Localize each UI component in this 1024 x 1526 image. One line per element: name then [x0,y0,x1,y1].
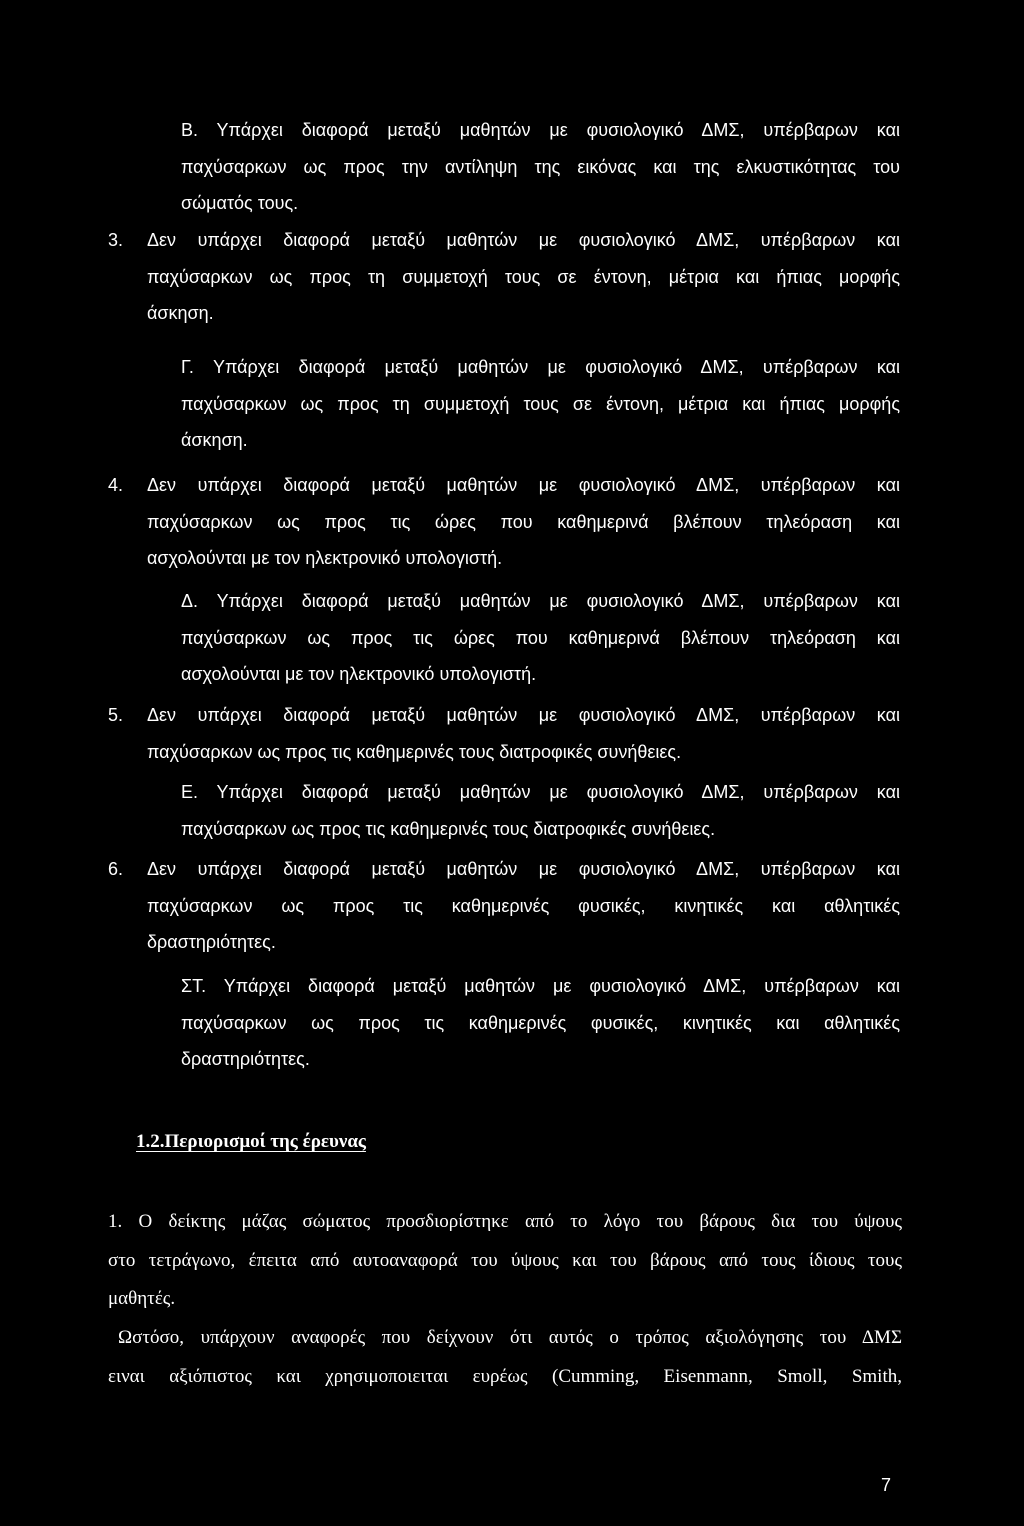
text-line: Ωστόσο, υπάρχουν αναφορές που δείχνουν ότι αυτός ο τρόπος αξιολόγησης του ΔΜΣ [118,1327,902,1348]
list-number: 5. [108,705,124,725]
text-line: Δεν υπάρχει διαφορά μεταξύ μαθητών με φυσιολογικό ΔΜΣ, υπέρβαρων και [147,705,900,725]
hypothesis-6 [147,851,900,961]
text-line: δραστηριότητες. [181,1049,310,1069]
hypothesis-4 [147,467,900,577]
text-line: Δεν υπάρχει διαφορά μεταξύ μαθητών με φυσιολογικό ΔΜΣ, υπέρβαρων και [147,859,900,879]
limitations-paragraph-2 [108,1319,902,1396]
section-heading: 1.2.Περιορισμοί της έρευνας [136,1131,366,1152]
text-line: Δεν υπάρχει διαφορά μεταξύ μαθητών με φυσιολογικό ΔΜΣ, υπέρβαρων και [147,230,900,250]
text-line: παχύσαρκων ως προς την αντίληψη της εικόνας και της ελκυστικότητας του [181,156,900,177]
hypothesis-d [181,583,900,693]
text-line: Ε. Υπάρχει διαφορά μεταξύ μαθητών με φυσιολογικό ΔΜΣ, υπέρβαρων και [181,782,900,802]
limitations-paragraph-1 [108,1203,902,1319]
hypothesis-c [181,349,900,459]
list-number: 6. [108,859,124,879]
list-number: 3. [108,230,124,250]
text-line: Δεν υπάρχει διαφορά μεταξύ μαθητών με φυσιολογικό ΔΜΣ, υπέρβαρων και [147,475,900,495]
text-line: παχύσαρκων ως προς τις ώρες που καθημερινά βλέπουν τηλεόραση και [147,511,900,532]
text-line: στο τετράγωνο, έπειτα από αυτοαναφορά του ύψους και του βάρους από τους ίδιους τους [108,1249,902,1271]
text-line: παχύσαρκων ως προς τις καθημερινές φυσικές, κινητικές και αθλητικές [181,1012,900,1033]
text-line: ασχολούνται με τον ηλεκτρονικό υπολογιστή. [147,548,503,568]
text-line: παχύσαρκων ως προς τη συμμετοχή τους σε έντονη, μέτρια και ήπιας μορφής [147,266,900,287]
text-line: ειναι αξιόπιστος και χρησιμοποιειται ευρέως (Cumming, Eisenmann, Smoll, Smith, [108,1365,902,1387]
text-line: δραστηριότητες. [147,932,276,952]
page-number: 7 [880,1475,891,1495]
list-number: 4. [108,475,124,495]
text-line: 1. Ο δείκτης μάζας σώματος προσδιορίστηκε από το λόγο του βάρους δια του ύψους [108,1211,902,1232]
text-line: παχύσαρκων ως προς τις καθημερινές φυσικές, κινητικές και αθλητικές [147,895,900,916]
text-line: Γ. Υπάρχει διαφορά μεταξύ μαθητών με φυσιολογικό ΔΜΣ, υπέρβαρων και [181,357,900,377]
text-line: σώματός τους. [181,193,299,213]
text-line: άσκηση. [147,303,214,323]
hypothesis-b [181,112,900,222]
text-line: ΣΤ. Υπάρχει διαφορά μεταξύ μαθητών με φυσιολογικό ΔΜΣ, υπέρβαρων και [181,976,900,996]
hypothesis-st [181,968,900,1078]
text-line: ασχολούνται με τον ηλεκτρονικό υπολογιστή. [181,664,537,684]
text-line: παχύσαρκων ως προς τις καθημερινές τους διατροφικές συνήθειες. [147,741,682,762]
text-line: άσκηση. [181,430,248,450]
text-line: παχύσαρκων ως προς τις καθημερινές τους διατροφικές συνήθειες. [181,818,716,839]
text-line: παχύσαρκων ως προς τις ώρες που καθημερινά βλέπουν τηλεόραση και [181,627,900,648]
text-line: Δ. Υπάρχει διαφορά μεταξύ μαθητών με φυσιολογικό ΔΜΣ, υπέρβαρων και [181,591,900,611]
hypothesis-5 [147,697,900,770]
text-line: μαθητές. [108,1288,176,1309]
hypothesis-3 [147,222,900,332]
text-line: παχύσαρκων ως προς τη συμμετοχή τους σε έντονη, μέτρια και ήπιας μορφής [181,393,900,414]
hypothesis-e [181,774,900,847]
text-line: Β. Υπάρχει διαφορά μεταξύ μαθητών με φυσιολογικό ΔΜΣ, υπέρβαρων και [181,120,900,140]
